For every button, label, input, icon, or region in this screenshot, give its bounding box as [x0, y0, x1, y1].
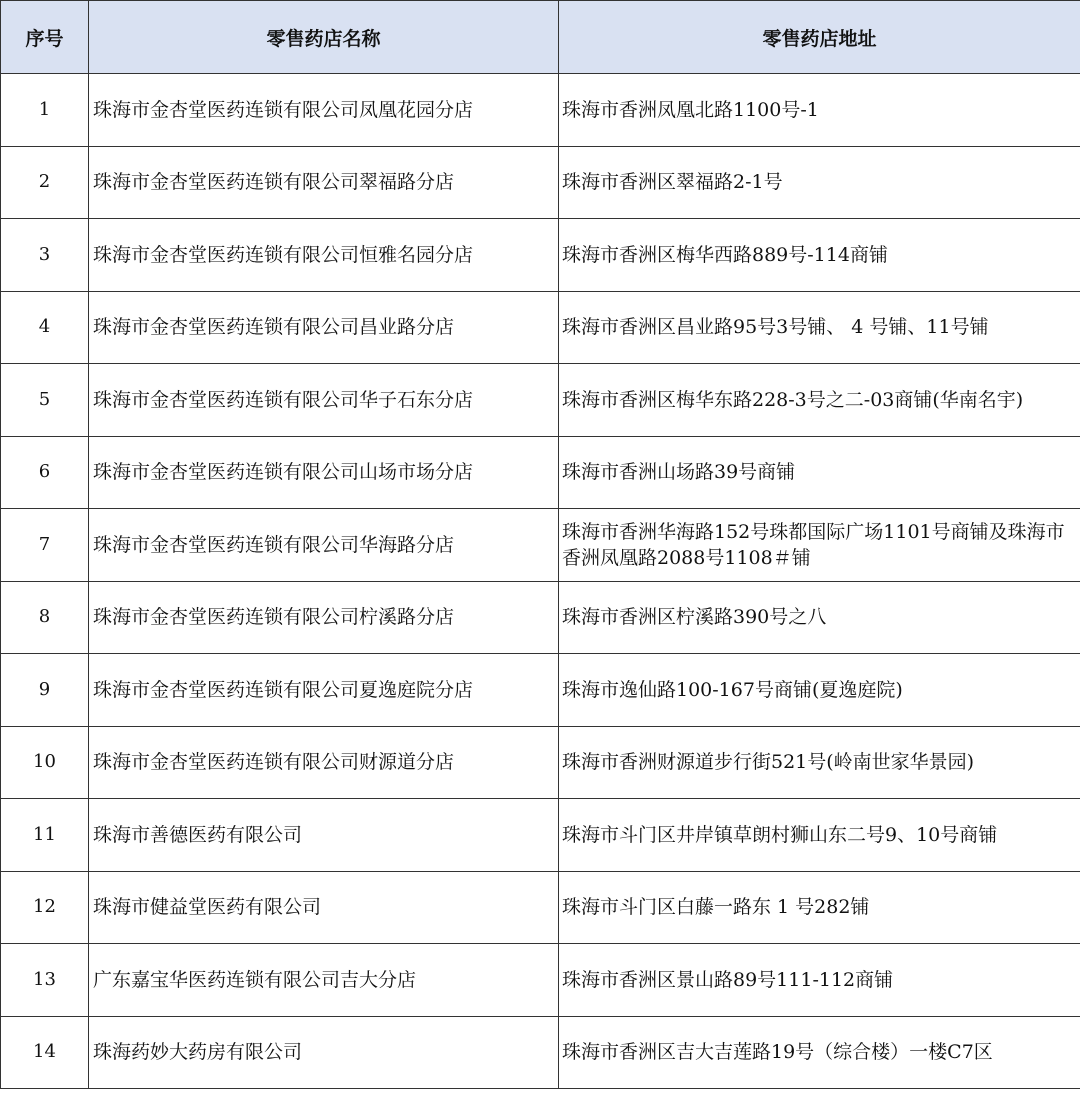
table-row — [1, 436, 1080, 509]
pharmacy-name: 珠海市金杏堂医药连锁有限公司华海路分店 — [89, 509, 559, 582]
row-number: 6 — [1, 436, 89, 509]
table-body — [1, 74, 1080, 1089]
row-number: 7 — [1, 509, 89, 582]
table-row — [1, 1016, 1080, 1089]
pharmacy-name: 广东嘉宝华医药连锁有限公司吉大分店 — [89, 944, 559, 1017]
pharmacy-name: 珠海市金杏堂医药连锁有限公司柠溪路分店 — [89, 581, 559, 654]
pharmacy-address: 珠海市斗门区白藤一路东 1 号282铺 — [559, 871, 1080, 944]
pharmacy-address: 珠海市香洲区梅华东路228-3号之二-03商铺(华南名宇) — [559, 364, 1080, 437]
header-number: 序号 — [1, 1, 89, 74]
row-number: 9 — [1, 654, 89, 727]
pharmacy-name: 珠海市健益堂医药有限公司 — [89, 871, 559, 944]
table-row — [1, 799, 1080, 872]
pharmacy-address: 珠海市香洲华海路152号珠都国际广场1101号商铺及珠海市香洲凤凰路2088号1108＃铺 — [559, 509, 1080, 582]
row-number: 8 — [1, 581, 89, 654]
pharmacy-address: 珠海市香洲区昌业路95号3号铺、 4 号铺、11号铺 — [559, 291, 1080, 364]
table-row — [1, 581, 1080, 654]
header-pharmacy-address: 零售药店地址 — [559, 1, 1080, 74]
pharmacy-name: 珠海市金杏堂医药连锁有限公司财源道分店 — [89, 726, 559, 799]
table-header — [1, 1, 1080, 74]
pharmacy-name: 珠海市金杏堂医药连锁有限公司华子石东分店 — [89, 364, 559, 437]
pharmacy-address: 珠海市香洲区翠福路2-1号 — [559, 146, 1080, 219]
pharmacy-address: 珠海市香洲凤凰北路1100号-1 — [559, 74, 1080, 147]
row-number: 1 — [1, 74, 89, 147]
row-number: 13 — [1, 944, 89, 1017]
pharmacy-address: 珠海市斗门区井岸镇草朗村狮山东二号9、10号商铺 — [559, 799, 1080, 872]
pharmacy-address: 珠海市香洲区柠溪路390号之八 — [559, 581, 1080, 654]
row-number: 14 — [1, 1016, 89, 1089]
pharmacy-name: 珠海市金杏堂医药连锁有限公司翠福路分店 — [89, 146, 559, 219]
header-row — [1, 1, 1080, 74]
table-row — [1, 74, 1080, 147]
pharmacy-address: 珠海市香洲财源道步行街521号(岭南世家华景园) — [559, 726, 1080, 799]
row-number: 10 — [1, 726, 89, 799]
table-row — [1, 364, 1080, 437]
pharmacy-name: 珠海市金杏堂医药连锁有限公司凤凰花园分店 — [89, 74, 559, 147]
pharmacy-address: 珠海市香洲区景山路89号111-112商铺 — [559, 944, 1080, 1017]
row-number: 4 — [1, 291, 89, 364]
row-number: 5 — [1, 364, 89, 437]
table-row — [1, 944, 1080, 1017]
table-row — [1, 219, 1080, 292]
pharmacy-name: 珠海市金杏堂医药连锁有限公司山场市场分店 — [89, 436, 559, 509]
pharmacy-address: 珠海市逸仙路100-167号商铺(夏逸庭院) — [559, 654, 1080, 727]
pharmacy-name: 珠海市金杏堂医药连锁有限公司昌业路分店 — [89, 291, 559, 364]
row-number: 3 — [1, 219, 89, 292]
row-number: 11 — [1, 799, 89, 872]
row-number: 12 — [1, 871, 89, 944]
row-number: 2 — [1, 146, 89, 219]
header-pharmacy-name: 零售药店名称 — [89, 1, 559, 74]
pharmacy-name: 珠海药妙大药房有限公司 — [89, 1016, 559, 1089]
table-row — [1, 509, 1080, 582]
table-row — [1, 726, 1080, 799]
pharmacy-address: 珠海市香洲区吉大吉莲路19号（综合楼）一楼C7区 — [559, 1016, 1080, 1089]
table-row — [1, 871, 1080, 944]
pharmacy-address: 珠海市香洲山场路39号商铺 — [559, 436, 1080, 509]
pharmacy-name: 珠海市金杏堂医药连锁有限公司夏逸庭院分店 — [89, 654, 559, 727]
table-row — [1, 146, 1080, 219]
pharmacy-name: 珠海市金杏堂医药连锁有限公司恒雅名园分店 — [89, 219, 559, 292]
table-row — [1, 291, 1080, 364]
pharmacy-address: 珠海市香洲区梅华西路889号-114商铺 — [559, 219, 1080, 292]
pharmacy-name: 珠海市善德医药有限公司 — [89, 799, 559, 872]
table-row — [1, 654, 1080, 727]
